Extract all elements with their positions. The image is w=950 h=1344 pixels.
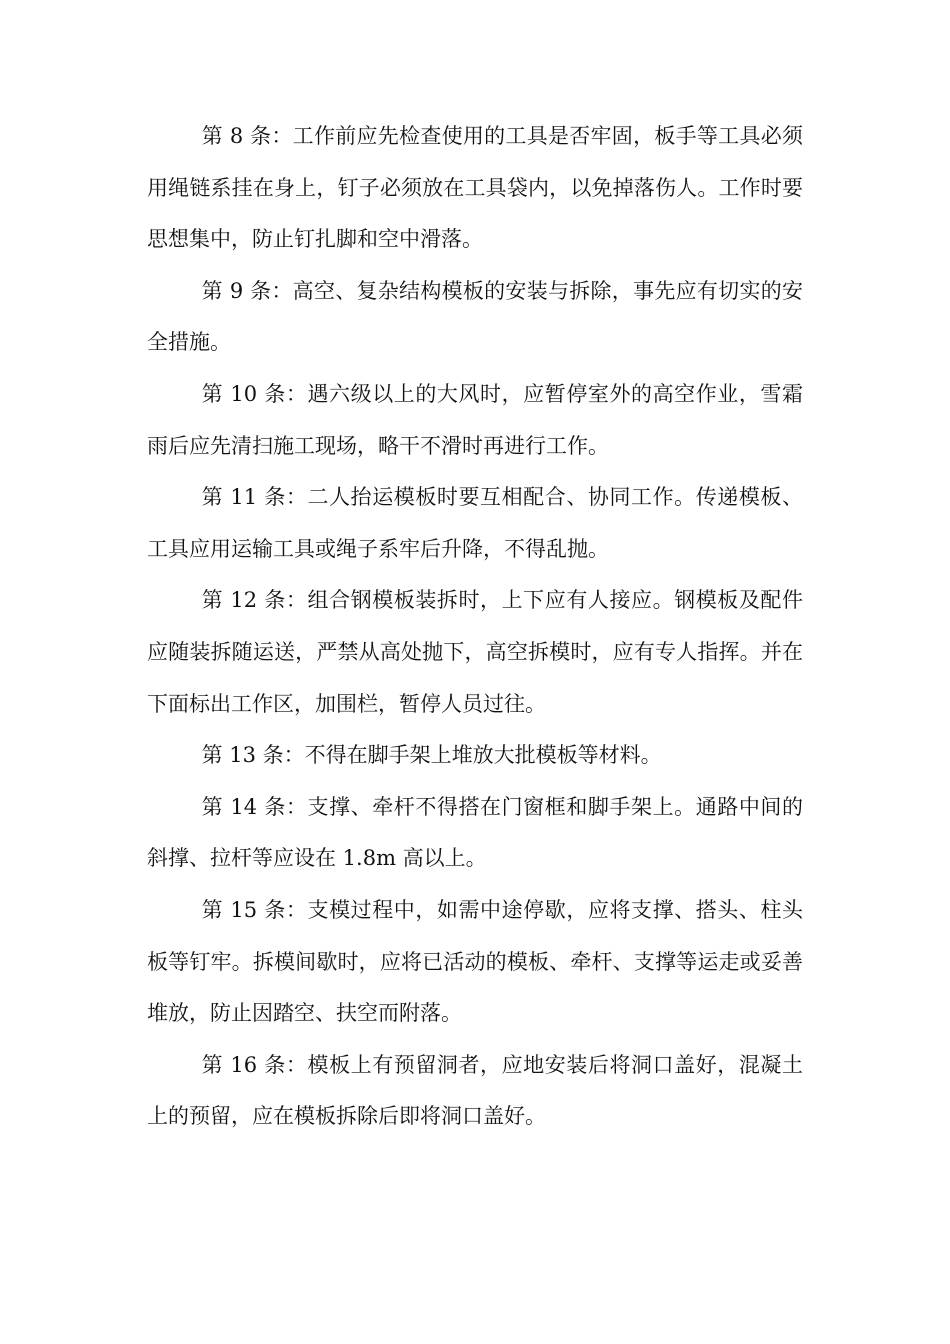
paragraph-article-10: 第 10 条：遇六级以上的大风时，应暂停室外的高空作业，雪霜雨后应先清扫施工现场，略干不滑时再进行工作。 bbox=[147, 381, 803, 458]
paragraph-article-8: 第 8 条：工作前应先检查使用的工具是否牢固，板手等工具必须用绳链系挂在身上，钉子必须放在工具袋内，以免掉落伤人。工作时要思想集中，防止钉扎脚和空中滑落。 bbox=[147, 124, 803, 252]
paragraph-article-15: 第 15 条：支模过程中，如需中途停歇，应将支撑、搭头、柱头板等钉牢。拆模间歇时，应将已活动的模板、牵杆、支撑等运走或妥善堆放，防止因踏空、扶空而附落。 bbox=[147, 897, 803, 1026]
paragraph-article-14: 第 14 条：支撑、牵杆不得搭在门窗框和脚手架上。通路中间的斜撑、拉杆等应设在 1.8m 高以上。 bbox=[147, 794, 803, 871]
paragraph-article-16: 第 16 条：模板上有预留洞者，应地安装后将洞口盖好，混凝土上的预留，应在模板拆除后即将洞口盖好。 bbox=[147, 1052, 803, 1129]
paragraph-article-13: 第 13 条：不得在脚手架上堆放大批模板等材料。 bbox=[201, 743, 662, 768]
document-body bbox=[147, 111, 803, 1143]
paragraph-article-9: 第 9 条：高空、复杂结构模板的安装与拆除，事先应有切实的安全措施。 bbox=[147, 278, 803, 355]
paragraph-article-11: 第 11 条：二人抬运模板时要互相配合、协同工作。传递模板、工具应用运输工具或绳子系牢后升降，不得乱抛。 bbox=[147, 485, 803, 561]
paragraph-article-12: 第 12 条：组合钢模板装拆时，上下应有人接应。钢模板及配件应随装拆随运送，严禁从高处抛下，高空拆模时，应有专人指挥。并在下面标出工作区，加围栏，暂停人员过往。 bbox=[147, 588, 803, 716]
